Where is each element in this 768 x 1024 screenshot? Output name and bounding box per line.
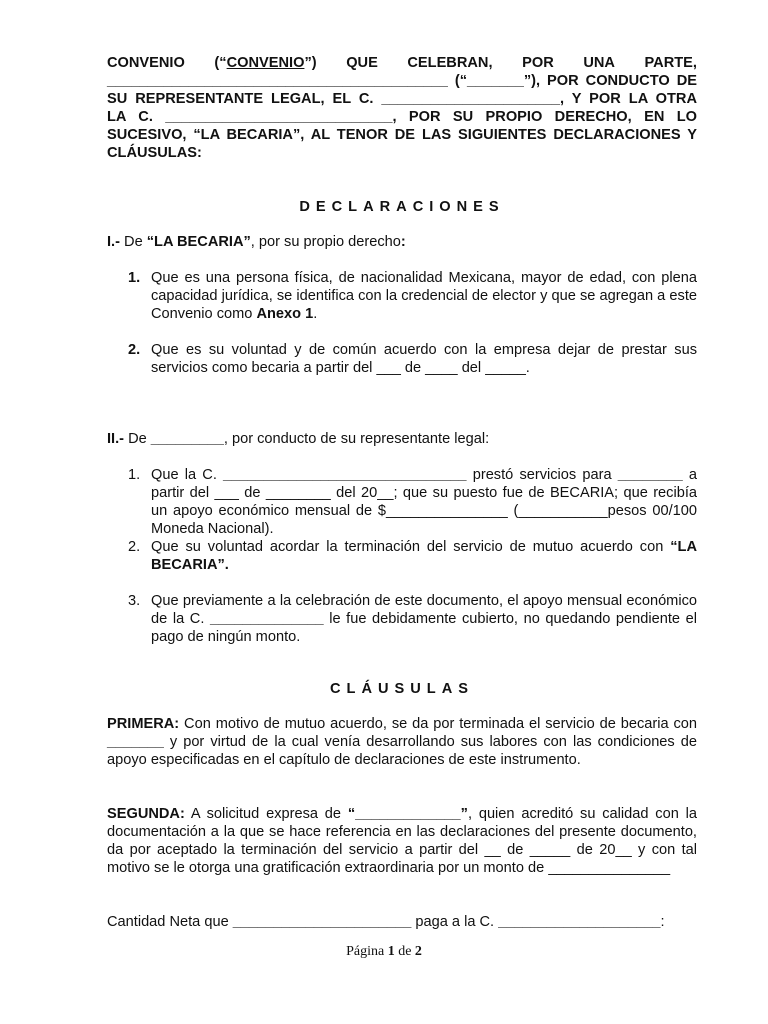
clausula-label: PRIMERA:	[107, 716, 180, 732]
list-number: 2.	[128, 342, 141, 358]
section-2-intro: II.- De _________, por conducto de su representante legal:	[107, 431, 490, 447]
blank-field: ______________	[209, 611, 324, 627]
page-total: 2	[414, 944, 422, 959]
blank-field: ________	[617, 467, 683, 483]
title-line-1	[107, 54, 697, 72]
list-item: 1. Que la C. ______________________________ prestó servicios para ________ a partir del ___ de ________ del 20__; que su puesto fue de BECARIA; que recibía un apoyo económico mensual de $_______________ (___________pesos 00/100 Moneda Nacional).	[128, 467, 697, 537]
section-1-intro: I.- De “LA BECARIA”, por su propio derecho:	[107, 234, 406, 250]
declaraciones-heading: DECLARACIONES	[299, 199, 505, 215]
section-2-list	[107, 466, 697, 646]
page-number: 1	[387, 944, 395, 959]
section-2-prefix: II.-	[107, 431, 125, 447]
cantidad-neta-line: Cantidad Neta que ______________________ paga a la C. ____________________:	[107, 914, 665, 930]
list-item: 2. Que su voluntad acordar la terminación del servicio de mutuo acuerdo con “LA BECARIA”.	[128, 539, 697, 573]
list-item: 3. Que previamente a la celebración de este documento, el apoyo mensual económico de la C. ______________ le fue debidamente cubierto, no quedando pendiente el pago de ningún monto.	[128, 593, 697, 645]
section-1-list	[107, 269, 697, 377]
title-line-3: SU REPRESENTANTE LEGAL, EL C. ______________________, Y POR LA OTRA	[107, 91, 697, 107]
blank-field: ______________________	[232, 914, 412, 930]
la-becaria-label: “LA BECARIA”	[146, 234, 251, 250]
blank-field: ______________________________	[223, 467, 467, 483]
list-number: 2.	[128, 539, 141, 555]
title-word: CELEBRAN,	[407, 55, 493, 71]
title-line-4: LA C. ____________________________, POR SU PROPIO DERECHO, EN LO	[107, 109, 697, 125]
anexo-label: Anexo 1	[256, 306, 314, 322]
title-word: UNA	[583, 55, 615, 71]
la-becaria-label: “LA BECARIA”.	[151, 539, 697, 573]
title-line-6: CLÁUSULAS:	[107, 145, 202, 161]
title-word: PARTE,	[644, 55, 697, 71]
title-word: QUE	[346, 55, 378, 71]
clausula-label: SEGUNDA:	[107, 806, 185, 822]
blank-field: _______	[107, 734, 164, 750]
list-number: 1.	[128, 467, 141, 483]
blank-field: “_____________”	[347, 806, 468, 822]
list-item: 2. Que es su voluntad y de común acuerdo con la empresa dejar de prestar sus servicios como becaria a partir del ___ de ____ del _____.	[128, 342, 697, 376]
title-line-5: SUCESIVO, “LA BECARIA”, AL TENOR DE LAS SIGUIENTES DECLARACIONES Y	[107, 127, 697, 143]
title-line-2: __________________________________________ (“_______”), POR CONDUCTO DE	[107, 73, 697, 89]
title-word: CONVENIO	[107, 55, 185, 71]
clausula-segunda: SEGUNDA: A solicitud expresa de “_____________”, quien acreditó su calidad con la documentación a la que se hace referencia en las declaraciones del presente documento, da por aceptado la terminación del servicio a partir del __ de _____ de 20__ y con tal motivo se le otorga una gratificación extraordinaria por un monto de _______________	[107, 806, 698, 876]
blank-field: _________	[150, 431, 224, 447]
title-word: POR	[522, 55, 554, 71]
blank-field: _______________	[548, 860, 671, 876]
list-number: 3.	[128, 593, 141, 609]
list-number: 1.	[128, 270, 141, 286]
clausula-primera: PRIMERA: Con motivo de mutuo acuerdo, se da por terminada el servicio de becaria con _______ y por virtud de la cual venía desarrollando sus labores con las condiciones de apoyo especificadas en el capítulo de declaraciones de este instrumento.	[107, 716, 697, 768]
section-1-prefix: I.-	[107, 234, 120, 250]
blank-field: ____________________	[498, 914, 661, 930]
list-item: 1. Que es una persona física, de nacionalidad Mexicana, mayor de edad, con plena capacidad jurídica, se identifica con la credencial de elector y que se agregan a este Convenio como Anexo 1.	[128, 270, 697, 322]
title-block	[107, 54, 697, 162]
page-footer: Página 1 de 2	[346, 944, 422, 959]
title-word: (“CONVENIO”)	[214, 55, 317, 71]
clausulas-heading: CLÁUSULAS	[330, 681, 474, 697]
